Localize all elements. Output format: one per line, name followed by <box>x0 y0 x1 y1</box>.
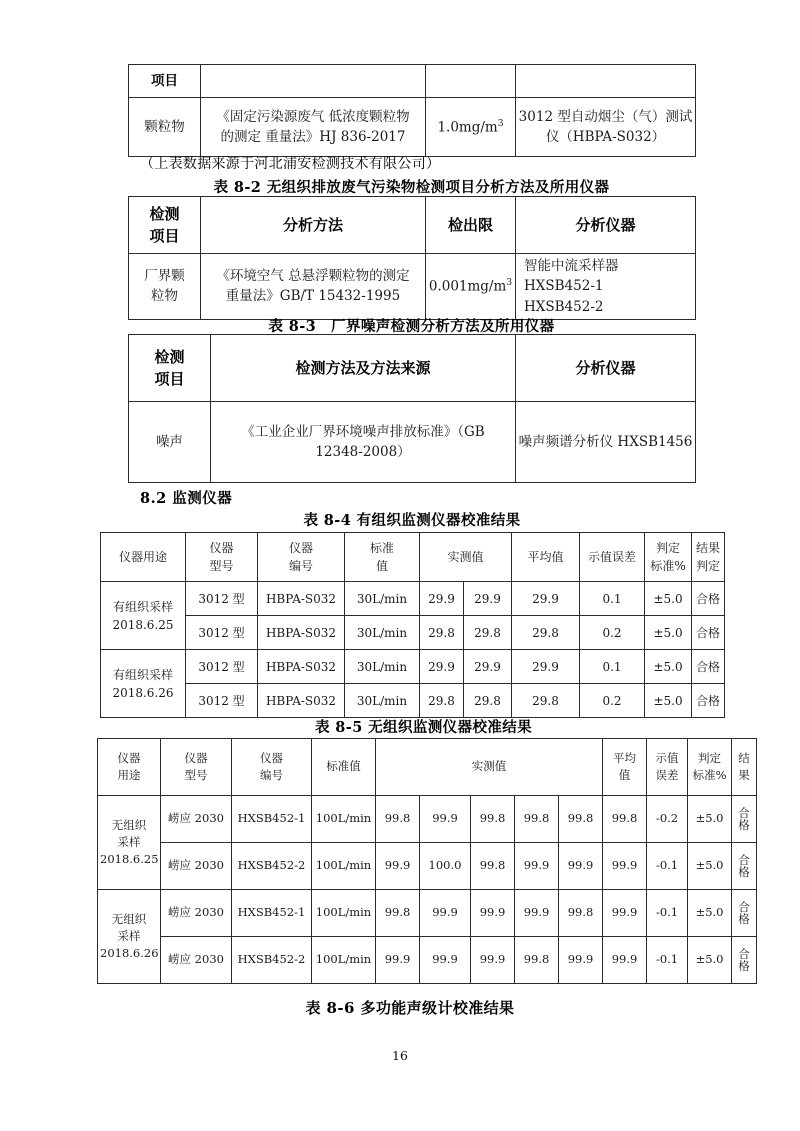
table-8-2-header-instrument: 分析仪器 <box>516 197 696 254</box>
instrument-line-2: HXSB452-2 <box>524 298 604 315</box>
table-8-5-cell-error: -0.1 <box>647 890 688 937</box>
table-8-5-cell-criteria: ±5.0 <box>688 796 732 843</box>
table-8-4-cell-result: 合格 <box>692 582 725 616</box>
item-line-2: 粒物 <box>151 288 178 305</box>
table-8-3 <box>128 334 696 483</box>
table-8-4-cell-criteria: ±5.0 <box>645 650 692 684</box>
table-8-4-cell-result: 合格 <box>692 616 725 650</box>
header-line-1: 结 <box>738 750 750 765</box>
table-row <box>129 98 696 157</box>
table-row <box>101 616 725 650</box>
use-line-3: 2018.6.25 <box>100 852 159 867</box>
table-8-5-cell-serial: HXSB452-1 <box>232 890 312 937</box>
table-8-5-cell-criteria: ±5.0 <box>688 890 732 937</box>
table-8-5-cell-measured-5: 99.9 <box>559 843 603 890</box>
table-8-5-header-criteria <box>688 739 732 796</box>
table-8-5-cell-result: 合格 <box>732 796 757 843</box>
item-line-1: 厂界颗 <box>144 268 185 285</box>
table-8-5-header-use <box>98 739 161 796</box>
table-8-5-cell-result: 合格 <box>732 843 757 890</box>
header-line-2: 型号 <box>209 559 234 573</box>
table-8-5-cell-measured-1: 99.9 <box>376 843 420 890</box>
table-8-5-cell-model: 崂应 2030 <box>161 843 232 890</box>
table-8-1-cell-instrument <box>516 98 696 157</box>
table-8-5-header-result <box>732 739 757 796</box>
use-line-2: 采样 <box>117 928 141 943</box>
table-8-5-cell-average: 99.9 <box>603 890 647 937</box>
header-line-2: 项目 <box>154 370 185 388</box>
table-8-1-cell-method <box>201 98 426 157</box>
header-line-1: 标准 <box>369 541 394 555</box>
table-8-3-container <box>128 334 695 483</box>
header-line-2: 值 <box>375 559 388 573</box>
table-8-4-cell-result: 合格 <box>692 650 725 684</box>
table-8-5-cell-measured-2: 99.9 <box>420 796 471 843</box>
table-8-5-cell-measured-4: 99.8 <box>515 796 559 843</box>
method-line-2: 的测定 重量法》HJ 836-2017 <box>220 129 406 145</box>
table-8-2 <box>128 196 696 320</box>
section-heading-8-2: 8.2 监测仪器 <box>140 490 233 507</box>
table-8-5-header-serial <box>232 739 312 796</box>
table-8-5-cell-criteria: ±5.0 <box>688 843 732 890</box>
table-8-3-cell-item: 噪声 <box>129 402 211 483</box>
table-8-4-caption: 表 8-4 有组织监测仪器校准结果 <box>303 512 521 529</box>
table-8-5-cell-error: -0.1 <box>647 937 688 984</box>
table-8-4-header-model <box>186 533 258 582</box>
header-line-1: 示值 <box>655 750 679 765</box>
table-row <box>98 843 757 890</box>
header-line-2: 用途 <box>117 768 141 782</box>
table-8-3-cell-method <box>211 402 516 483</box>
table-8-5-cell-standard: 100L/min <box>312 937 376 984</box>
table-8-1-cell-detection-limit <box>426 98 516 157</box>
table-8-4-cell-serial: HBPA-S032 <box>258 650 345 684</box>
header-line-1: 仪器 <box>260 750 283 765</box>
instrument-line-1: 智能中流采样器 HXSB452-1 <box>524 258 619 295</box>
table-8-5-header-average <box>603 739 647 796</box>
header-line-2: 标准% <box>650 559 686 573</box>
table-8-4-cell-measured-2: 29.9 <box>464 582 512 616</box>
header-line-2: 编号 <box>260 768 283 782</box>
table-8-3-header-row <box>129 335 696 402</box>
table-8-5-header-row <box>98 739 757 796</box>
table-8-2-header-item <box>129 197 201 254</box>
header-line-2: 果 <box>738 768 750 782</box>
table-8-4-cell-measured-1: 29.9 <box>420 582 464 616</box>
table-8-4-cell-model: 3012 型 <box>186 582 258 616</box>
method-line-1: 《固定污染源废气 低浓度颗粒物 <box>216 108 410 125</box>
table-8-5-cell-model: 崂应 2030 <box>161 890 232 937</box>
header-line-1: 判定 <box>698 750 722 765</box>
table-8-4-cell-serial: HBPA-S032 <box>258 684 345 718</box>
detection-limit-value: 1.0mg/m <box>437 119 498 136</box>
header-line-2: 判定 <box>696 559 721 573</box>
use-line-1: 无组织 <box>111 817 147 832</box>
table-8-2-cell-detection-limit <box>426 254 516 320</box>
table-8-5-cell-model: 崂应 2030 <box>161 937 232 984</box>
table-8-4-header-row <box>101 533 725 582</box>
table-8-5-cell-result: 合格 <box>732 890 757 937</box>
table-8-4-cell-error: 0.1 <box>580 582 645 616</box>
table-8-1-header-blank-3 <box>426 65 516 98</box>
table-8-5-cell-error: -0.1 <box>647 843 688 890</box>
header-line-2: 标准% <box>692 768 727 782</box>
header-line-1: 检测 <box>154 347 185 366</box>
table-8-4-cell-model: 3012 型 <box>186 684 258 718</box>
detection-limit-exponent: 3 <box>497 117 504 129</box>
page-number: 16 <box>392 1048 408 1063</box>
use-line-2: 2018.6.25 <box>112 617 174 632</box>
table-8-1-container <box>128 64 695 157</box>
table-8-5-cell-standard: 100L/min <box>312 796 376 843</box>
table-8-4 <box>100 532 725 718</box>
table-8-5-cell-serial: HXSB452-1 <box>232 796 312 843</box>
table-8-5-cell-result: 合格 <box>732 937 757 984</box>
table-8-5-cell-measured-4: 99.9 <box>515 843 559 890</box>
header-line-1: 结果 <box>696 541 721 555</box>
table-row <box>129 402 696 483</box>
table-8-4-cell-error: 0.2 <box>580 616 645 650</box>
table-8-4-cell-result: 合格 <box>692 684 725 718</box>
table-8-5-cell-measured-3: 99.9 <box>471 937 515 984</box>
table-8-2-container <box>128 196 695 320</box>
header-line-1: 仪器 <box>288 541 313 555</box>
table-8-5-header-measured: 实测值 <box>376 739 603 796</box>
table-8-5-cell-measured-1: 99.9 <box>376 937 420 984</box>
header-line-1: 平均 <box>613 750 637 765</box>
table-8-4-header-error: 示值误差 <box>580 533 645 582</box>
table-8-1 <box>128 64 696 157</box>
table-8-5-cell-measured-5: 99.8 <box>559 890 603 937</box>
table-8-2-cell-instrument <box>516 254 696 320</box>
table-8-1-header-item: 项目 <box>129 65 201 98</box>
table-8-4-cell-model: 3012 型 <box>186 650 258 684</box>
table-row <box>98 796 757 843</box>
table-8-4-cell-standard: 30L/min <box>345 582 420 616</box>
table-8-5-cell-measured-4: 99.8 <box>515 937 559 984</box>
use-line-1: 有组织采样 <box>112 667 173 682</box>
table-8-5 <box>97 738 757 984</box>
method-line-1: 《环境空气 总悬浮颗粒物的测定 <box>216 268 410 285</box>
table-8-4-header-average: 平均值 <box>512 533 580 582</box>
table-8-5-cell-criteria: ±5.0 <box>688 937 732 984</box>
table-8-4-cell-criteria: ±5.0 <box>645 616 692 650</box>
table-8-5-header-error <box>647 739 688 796</box>
source-note: （上表数据来源于河北浦安检测技术有限公司） <box>140 156 441 172</box>
table-row <box>101 684 725 718</box>
table-8-4-header-measured: 实测值 <box>420 533 512 582</box>
table-8-4-cell-average: 29.8 <box>512 684 580 718</box>
method-line-2: 12348-2008） <box>315 444 411 460</box>
table-row <box>129 254 696 320</box>
table-8-3-header-method: 检测方法及方法来源 <box>211 335 516 402</box>
table-8-4-cell-measured-1: 29.8 <box>420 616 464 650</box>
table-8-5-cell-measured-4: 99.9 <box>515 890 559 937</box>
table-8-5-cell-use-group-1 <box>98 796 161 890</box>
table-8-4-cell-standard: 30L/min <box>345 616 420 650</box>
table-8-2-cell-method <box>201 254 426 320</box>
table-8-5-cell-measured-2: 100.0 <box>420 843 471 890</box>
table-8-4-cell-serial: HBPA-S032 <box>258 616 345 650</box>
table-8-5-cell-use-group-2 <box>98 890 161 984</box>
header-line-1: 判定 <box>656 541 681 555</box>
table-8-5-cell-measured-3: 99.9 <box>471 890 515 937</box>
use-line-1: 无组织 <box>111 911 147 926</box>
table-8-4-cell-use-group-2 <box>101 650 186 718</box>
instrument-line-2: 仪（HBPA-S032） <box>545 129 666 145</box>
table-8-5-cell-measured-5: 99.9 <box>559 937 603 984</box>
table-8-3-header-instrument: 分析仪器 <box>516 335 696 402</box>
table-8-5-cell-serial: HXSB452-2 <box>232 843 312 890</box>
table-8-3-caption: 表 8-3 厂界噪声检测分析方法及所用仪器 <box>268 318 555 335</box>
table-8-4-cell-average: 29.9 <box>512 582 580 616</box>
header-line-1: 仪器 <box>209 541 234 555</box>
detection-limit-value: 0.001mg/m <box>428 278 507 295</box>
table-8-5-cell-average: 99.9 <box>603 937 647 984</box>
table-8-3-header-item <box>129 335 211 402</box>
table-8-4-cell-criteria: ±5.0 <box>645 684 692 718</box>
table-8-4-cell-measured-1: 29.8 <box>420 684 464 718</box>
table-row <box>101 650 725 684</box>
table-8-3-cell-instrument: 噪声频谱分析仪 HXSB1456 <box>516 402 696 483</box>
table-8-5-cell-standard: 100L/min <box>312 843 376 890</box>
table-8-2-caption: 表 8-2 无组织排放废气污染物检测项目分析方法及所用仪器 <box>213 179 610 196</box>
table-row <box>98 890 757 937</box>
table-row <box>129 65 696 98</box>
table-8-2-header-method: 分析方法 <box>201 197 426 254</box>
table-8-4-cell-model: 3012 型 <box>186 616 258 650</box>
header-line-2: 编号 <box>288 559 313 573</box>
instrument-line-1: 3012 型自动烟尘（气）测试 <box>518 108 693 125</box>
use-line-1: 有组织采样 <box>112 599 173 614</box>
method-line-2: 重量法》GB/T 15432-1995 <box>225 288 401 305</box>
method-line-1: 《工业企业厂界环境噪声排放标准》（GB <box>241 423 485 440</box>
table-8-2-cell-item <box>129 254 201 320</box>
header-line-1: 检测 <box>149 204 180 223</box>
table-8-2-header-row <box>129 197 696 254</box>
table-8-4-cell-standard: 30L/min <box>345 650 420 684</box>
table-8-5-cell-measured-2: 99.9 <box>420 890 471 937</box>
table-8-5-cell-model: 崂应 2030 <box>161 796 232 843</box>
table-8-4-cell-measured-1: 29.9 <box>420 650 464 684</box>
table-8-4-header-criteria <box>645 533 692 582</box>
table-8-4-cell-average: 29.9 <box>512 650 580 684</box>
table-8-4-cell-serial: HBPA-S032 <box>258 582 345 616</box>
header-line-2: 项目 <box>149 227 180 245</box>
table-8-4-header-serial <box>258 533 345 582</box>
use-line-3: 2018.6.26 <box>100 946 159 961</box>
table-8-4-cell-standard: 30L/min <box>345 684 420 718</box>
table-8-4-cell-use-group-1 <box>101 582 186 650</box>
table-8-5-cell-measured-3: 99.8 <box>471 843 515 890</box>
table-row <box>98 937 757 984</box>
header-line-2: 值 <box>618 768 631 782</box>
table-8-1-header-blank-2 <box>201 65 426 98</box>
table-8-5-cell-measured-1: 99.8 <box>376 890 420 937</box>
table-8-5-cell-measured-5: 99.8 <box>559 796 603 843</box>
table-8-1-cell-item: 颗粒物 <box>129 98 201 157</box>
table-8-5-container <box>97 738 750 984</box>
table-8-4-cell-criteria: ±5.0 <box>645 582 692 616</box>
table-8-5-cell-serial: HXSB452-2 <box>232 937 312 984</box>
table-8-5-header-standard: 标准值 <box>312 739 376 796</box>
table-8-5-cell-measured-2: 99.9 <box>420 937 471 984</box>
table-8-5-cell-average: 99.8 <box>603 796 647 843</box>
use-line-2: 采样 <box>117 834 141 849</box>
table-8-4-container <box>100 532 724 718</box>
table-8-5-cell-measured-3: 99.8 <box>471 796 515 843</box>
table-8-4-header-result <box>692 533 725 582</box>
table-8-5-cell-average: 99.9 <box>603 843 647 890</box>
table-8-5-cell-error: -0.2 <box>647 796 688 843</box>
table-8-4-cell-error: 0.1 <box>580 650 645 684</box>
header-line-2: 误差 <box>655 768 679 782</box>
table-8-5-caption: 表 8-5 无组织监测仪器校准结果 <box>314 719 533 736</box>
table-8-6-caption: 表 8-6 多功能声级计校准结果 <box>305 999 515 1017</box>
table-8-4-cell-measured-2: 29.9 <box>464 650 512 684</box>
table-8-5-header-model <box>161 739 232 796</box>
table-8-1-header-blank-4 <box>516 65 696 98</box>
header-line-2: 型号 <box>184 768 208 782</box>
table-8-4-cell-measured-2: 29.8 <box>464 684 512 718</box>
header-line-1: 仪器 <box>184 750 208 765</box>
table-row <box>101 582 725 616</box>
use-line-2: 2018.6.26 <box>112 685 174 700</box>
table-8-4-header-use: 仪器用途 <box>101 533 186 582</box>
table-8-5-cell-measured-1: 99.8 <box>376 796 420 843</box>
header-line-1: 仪器 <box>117 750 141 765</box>
table-8-2-header-detection-limit: 检出限 <box>426 197 516 254</box>
table-8-5-cell-standard: 100L/min <box>312 890 376 937</box>
table-8-4-cell-measured-2: 29.8 <box>464 616 512 650</box>
table-8-4-cell-error: 0.2 <box>580 684 645 718</box>
table-8-4-cell-average: 29.8 <box>512 616 580 650</box>
detection-limit-exponent: 3 <box>506 277 513 288</box>
table-8-4-header-standard <box>345 533 420 582</box>
